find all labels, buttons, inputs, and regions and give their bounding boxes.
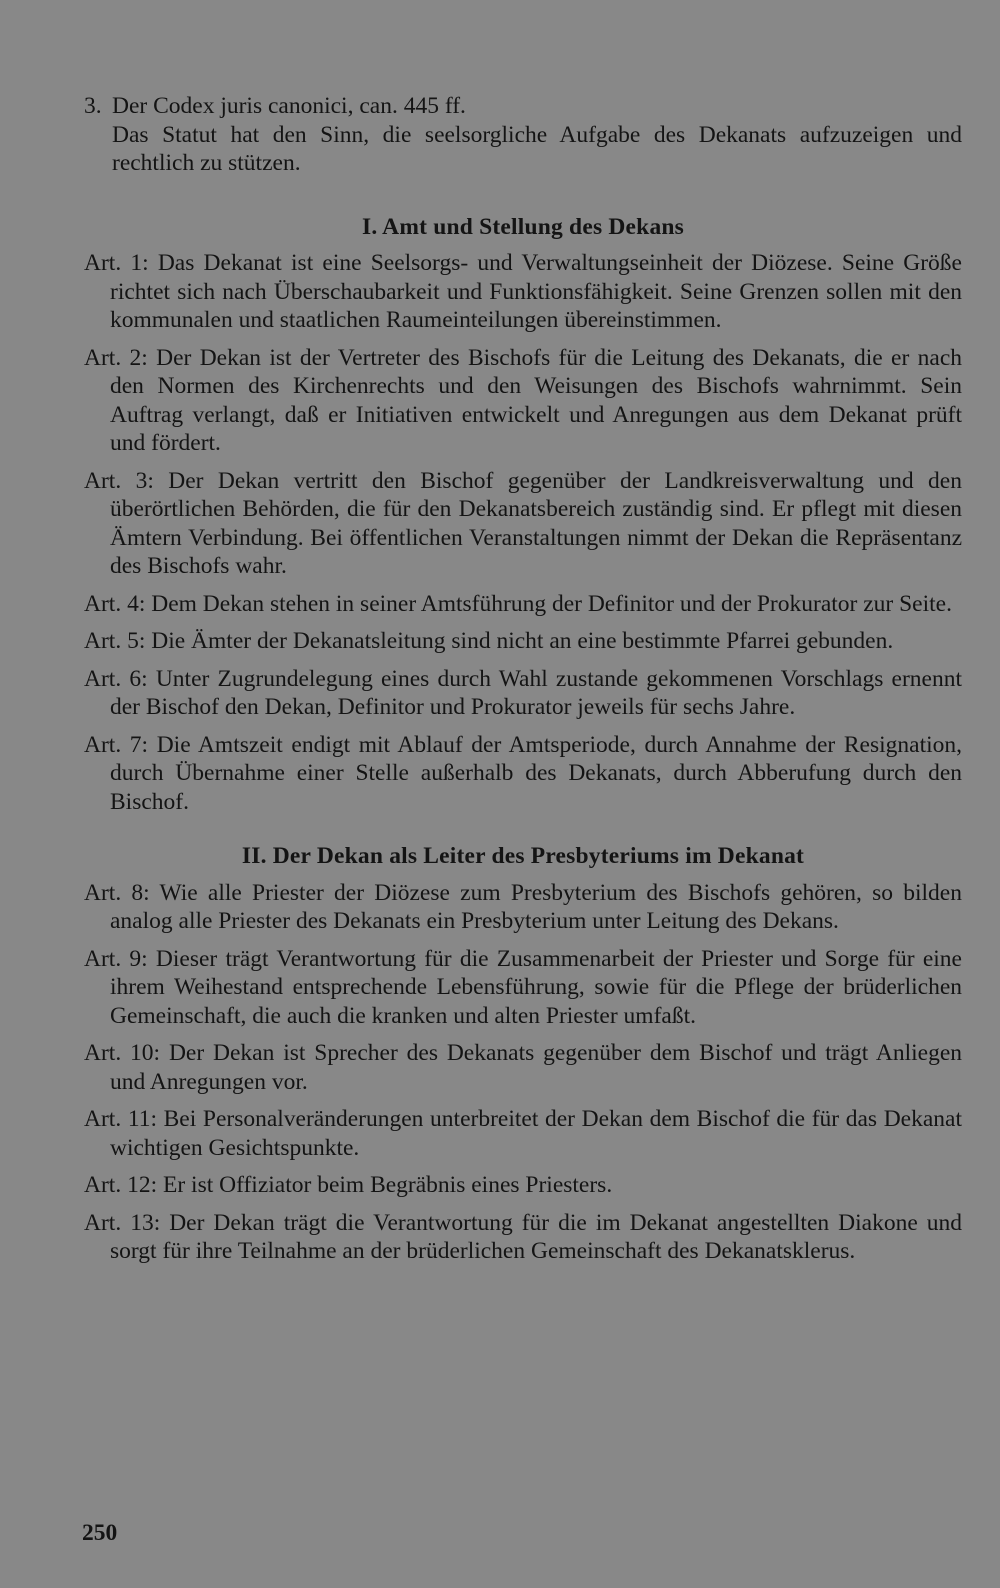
intro-number: 3.: [84, 93, 102, 119]
article-6: Art. 6: Unter Zugrundelegung eines durch Wahl zustande gekommenen Vorschlags ernennt der Bischof den Dekan, Definitor und Prokurator jeweils für sechs Jahre.: [84, 665, 962, 720]
article-4: Art. 4: Dem Dekan stehen in seiner Amtsführung der Definitor und der Prokurator zur Seite.: [84, 590, 952, 617]
article-8: Art. 8: Wie alle Priester der Diözese zum Presbyterium des Bischofs gehören, so bilden analog alle Priester des Dekanats ein Presbyterium unter Leitung des Dekans.: [84, 879, 962, 934]
article-7: Art. 7: Die Amtszeit endigt mit Ablauf der Amtsperiode, durch Annahme der Resignation, durch Übernahme einer Stelle außerhalb des Dekanats, durch Abberufung durch den Bischof.: [84, 731, 962, 815]
intro-line-2: Das Statut hat den Sinn, die seelsorgliche Aufgabe des Dekanats aufzuzeigen und rechtlich zu stützen.: [112, 121, 962, 176]
article-5: Art. 5: Die Ämter der Dekanatsleitung sind nicht an eine bestimmte Pfarrei gebunden.: [84, 628, 894, 654]
section-1-heading: I. Amt und Stellung des Dekans: [361, 213, 685, 240]
article-12: Art. 12: Er ist Offiziator beim Begräbnis eines Priesters.: [84, 1172, 613, 1198]
article-9: Art. 9: Dieser trägt Verantwortung für die Zusammenarbeit der Priester und Sorge für eine ihrem Weihestand entsprechende Lebensführung, sowie für die Pflege der brüderlichen Gemeinschaft, die auch die kranken und alten Priester umfaßt.: [84, 945, 962, 1029]
article-3: Art. 3: Der Dekan vertritt den Bischof gegenüber der Landkreisverwaltung und den überörtlichen Behörden, die für den Dekanatsbereich zuständig sind. Er pflegt mit diesen Ämtern Verbindung. Bei öffentlichen Veranstaltungen nimmt der Dekan die Repräsentanz des Bischofs wahr.: [84, 467, 962, 579]
article-10: Art. 10: Der Dekan ist Sprecher des Dekanats gegenüber dem Bischof und trägt Anliegen und Anregungen vor.: [84, 1040, 962, 1095]
page-content: [84, 92, 962, 1275]
article-13: Art. 13: Der Dekan trägt die Verantwortung für die im Dekanat angestellten Diakone und sorgt für ihre Teilnahme an der brüderlichen Gemeinschaft des Dekanatsklerus.: [84, 1209, 962, 1264]
intro-paragraph: [84, 92, 962, 178]
section-2-heading: II. Der Dekan als Leiter des Presbyteriums im Dekanat: [241, 843, 805, 869]
intro-line-1: Der Codex juris canonici, can. 445 ff.: [112, 93, 466, 119]
article-2: Art. 2: Der Dekan ist der Vertreter des Bischofs für die Leitung des Dekanats, die er nach den Normen des Kirchenrechts und den Weisungen des Bischofs wahrnimmt. Sein Auftrag verlangt, daß er Initiativen entwickelt und Anregungen aus dem Dekanat prüft und fördert.: [84, 344, 962, 456]
article-1: Art. 1: Das Dekanat ist eine Seelsorgs- und Verwaltungseinheit der Diözese. Seine Größe richtet sich nach Überschaubarkeit und Funktionsfähigkeit. Seine Grenzen sollen mit den kommunalen und staatlichen Raumeinteilungen übereinstimmen.: [84, 250, 962, 333]
article-11: Art. 11: Bei Personalveränderungen unterbreitet der Dekan dem Bischof die für das Dekanat wichtigen Gesichtspunkte.: [84, 1106, 962, 1161]
page-number: 250: [82, 1520, 118, 1546]
